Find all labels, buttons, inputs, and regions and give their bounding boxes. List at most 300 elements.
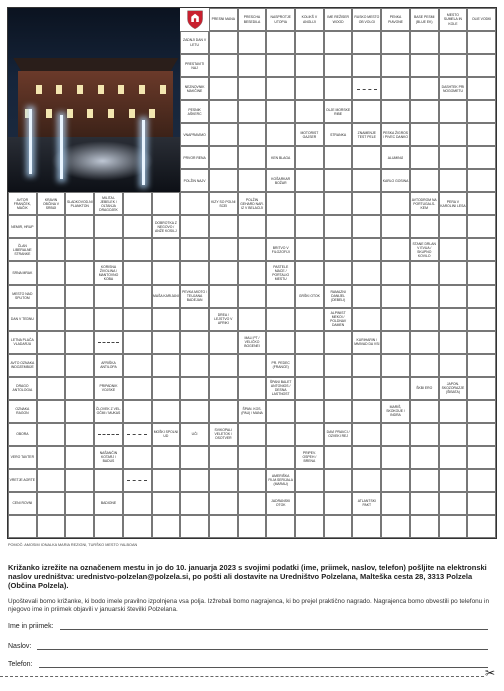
answer-cell[interactable] <box>467 400 496 423</box>
answer-cell[interactable] <box>209 31 238 54</box>
answer-cell[interactable] <box>37 492 66 515</box>
answer-cell[interactable] <box>410 31 439 54</box>
answer-cell[interactable] <box>152 192 181 215</box>
answer-cell[interactable] <box>410 123 439 146</box>
answer-cell[interactable] <box>123 331 152 354</box>
answer-cell[interactable] <box>65 469 94 492</box>
answer-cell[interactable] <box>180 446 209 469</box>
name-field-row[interactable] <box>8 623 488 630</box>
answer-cell[interactable] <box>238 169 267 192</box>
answer-cell[interactable] <box>180 238 209 261</box>
answer-cell[interactable] <box>381 515 410 538</box>
answer-cell[interactable] <box>37 400 66 423</box>
answer-cell[interactable] <box>238 446 267 469</box>
answer-cell[interactable] <box>209 285 238 308</box>
answer-cell[interactable] <box>410 354 439 377</box>
answer-cell[interactable] <box>352 100 381 123</box>
answer-cell[interactable] <box>467 146 496 169</box>
answer-cell[interactable] <box>352 400 381 423</box>
answer-cell[interactable] <box>266 285 295 308</box>
answer-cell[interactable] <box>266 400 295 423</box>
answer-cell[interactable] <box>352 354 381 377</box>
answer-cell[interactable] <box>295 31 324 54</box>
answer-cell[interactable] <box>410 54 439 77</box>
name-input-line[interactable] <box>60 623 488 630</box>
answer-cell[interactable] <box>381 238 410 261</box>
answer-cell[interactable] <box>152 308 181 331</box>
clue-cell: ALUMINIJ <box>381 146 410 169</box>
answer-cell[interactable] <box>65 423 94 446</box>
answer-cell[interactable] <box>295 308 324 331</box>
answer-cell[interactable] <box>238 77 267 100</box>
answer-cell[interactable] <box>238 377 267 400</box>
clue-cell: DAVI PRAVCI / OZVEKI REJ <box>324 423 353 446</box>
answer-cell[interactable] <box>295 215 324 238</box>
answer-cell[interactable] <box>295 146 324 169</box>
answer-cell[interactable] <box>352 238 381 261</box>
answer-cell[interactable] <box>65 515 94 538</box>
column-clue: NASPROTJE UTOPIA <box>266 8 295 31</box>
answer-cell[interactable] <box>467 308 496 331</box>
answer-cell[interactable] <box>123 377 152 400</box>
answer-cell[interactable] <box>381 423 410 446</box>
answer-cell[interactable] <box>295 192 324 215</box>
answer-cell[interactable] <box>152 238 181 261</box>
clue-cell: JADRANSKI OTOK <box>266 492 295 515</box>
answer-cell[interactable] <box>209 169 238 192</box>
answer-cell[interactable] <box>152 469 181 492</box>
answer-cell[interactable] <box>209 377 238 400</box>
clue-cell: ŠKBI ERO <box>410 377 439 400</box>
answer-cell[interactable] <box>123 492 152 515</box>
answer-cell[interactable] <box>295 469 324 492</box>
answer-cell[interactable] <box>467 54 496 77</box>
answer-cell[interactable] <box>209 446 238 469</box>
answer-cell[interactable] <box>467 469 496 492</box>
clue-cell: ATLANTSKI PAKT <box>352 492 381 515</box>
answer-cell[interactable] <box>152 261 181 284</box>
window-light <box>118 85 124 94</box>
clue-cell: NEZNOVNIK MAKČINE <box>180 77 209 100</box>
answer-cell[interactable] <box>410 423 439 446</box>
address-field-row[interactable] <box>8 643 488 650</box>
answer-cell[interactable] <box>381 215 410 238</box>
column-clue: PRESCHA BESEDILA <box>238 8 267 31</box>
answer-cell[interactable] <box>324 215 353 238</box>
answer-cell[interactable] <box>37 308 66 331</box>
answer-cell[interactable] <box>94 469 123 492</box>
answer-cell[interactable] <box>439 100 468 123</box>
answer-cell[interactable] <box>238 261 267 284</box>
answer-cell[interactable] <box>209 238 238 261</box>
answer-cell[interactable] <box>324 354 353 377</box>
answer-cell[interactable] <box>180 331 209 354</box>
answer-cell[interactable] <box>324 238 353 261</box>
answer-cell[interactable] <box>37 238 66 261</box>
answer-cell[interactable] <box>467 215 496 238</box>
answer-cell[interactable] <box>439 331 468 354</box>
answer-cell[interactable] <box>238 100 267 123</box>
answer-cell[interactable] <box>37 515 66 538</box>
answer-cell[interactable] <box>410 308 439 331</box>
answer-cell[interactable] <box>238 54 267 77</box>
answer-cell[interactable] <box>238 354 267 377</box>
answer-cell[interactable] <box>65 308 94 331</box>
answer-cell[interactable] <box>37 377 66 400</box>
answer-cell[interactable] <box>439 238 468 261</box>
answer-cell[interactable] <box>180 354 209 377</box>
answer-cell[interactable] <box>467 31 496 54</box>
answer-cell[interactable] <box>439 54 468 77</box>
answer-cell[interactable] <box>324 515 353 538</box>
answer-cell[interactable] <box>123 238 152 261</box>
answer-cell[interactable] <box>209 54 238 77</box>
clue-cell: OLJE MORSKE RIBE <box>324 100 353 123</box>
answer-cell[interactable] <box>467 354 496 377</box>
answer-cell[interactable] <box>180 492 209 515</box>
answer-cell[interactable] <box>152 400 181 423</box>
answer-cell[interactable] <box>266 515 295 538</box>
answer-cell[interactable] <box>410 77 439 100</box>
answer-cell[interactable] <box>439 423 468 446</box>
answer-cell[interactable] <box>381 77 410 100</box>
answer-cell[interactable] <box>439 492 468 515</box>
answer-cell[interactable] <box>324 446 353 469</box>
answer-cell[interactable] <box>238 31 267 54</box>
window-light <box>160 85 166 94</box>
answer-cell[interactable] <box>467 100 496 123</box>
answer-cell[interactable] <box>123 446 152 469</box>
answer-cell[interactable] <box>381 492 410 515</box>
answer-cell[interactable] <box>209 146 238 169</box>
answer-cell[interactable] <box>123 261 152 284</box>
column-clue: BASE PESMI (BLUE EK) <box>410 8 439 31</box>
answer-cell[interactable] <box>238 285 267 308</box>
answer-cell[interactable] <box>65 238 94 261</box>
answer-cell[interactable] <box>295 331 324 354</box>
answer-cell[interactable] <box>238 515 267 538</box>
answer-cell[interactable] <box>381 54 410 77</box>
answer-cell[interactable] <box>180 469 209 492</box>
answer-cell[interactable] <box>180 215 209 238</box>
answer-cell[interactable] <box>324 54 353 77</box>
answer-cell[interactable] <box>37 331 66 354</box>
answer-cell[interactable] <box>352 377 381 400</box>
answer-cell[interactable] <box>266 215 295 238</box>
answer-cell[interactable] <box>352 192 381 215</box>
answer-cell[interactable] <box>65 285 94 308</box>
answer-cell[interactable] <box>123 192 152 215</box>
answer-cell[interactable] <box>324 469 353 492</box>
answer-cell[interactable] <box>381 377 410 400</box>
answer-cell[interactable] <box>324 77 353 100</box>
clue-cell: PEVKA MIOTO / TEUJANA BADEJAN <box>180 285 209 308</box>
answer-cell[interactable] <box>381 354 410 377</box>
answer-cell[interactable] <box>65 446 94 469</box>
clue-cell: KURIHARIN / MMIVAD DA VSI <box>352 331 381 354</box>
answer-cell[interactable] <box>94 285 123 308</box>
answer-cell[interactable] <box>352 169 381 192</box>
answer-cell[interactable] <box>94 238 123 261</box>
answer-cell[interactable] <box>439 354 468 377</box>
answer-cell[interactable] <box>352 54 381 77</box>
column-clue: PRESNI MANA <box>209 8 238 31</box>
clue-cell: AFRIŠKA ANTILOPA <box>94 354 123 377</box>
answer-cell[interactable] <box>65 215 94 238</box>
window-light <box>149 109 155 118</box>
answer-cell[interactable] <box>352 261 381 284</box>
answer-cell[interactable] <box>381 192 410 215</box>
answer-cell[interactable] <box>37 469 66 492</box>
answer-cell[interactable] <box>266 446 295 469</box>
answer-cell[interactable] <box>381 261 410 284</box>
answer-cell[interactable] <box>180 377 209 400</box>
answer-cell[interactable] <box>209 515 238 538</box>
clue-cell: MOTORIST GAJSER <box>295 123 324 146</box>
answer-cell[interactable] <box>439 169 468 192</box>
answer-cell[interactable] <box>180 515 209 538</box>
answer-cell[interactable] <box>37 354 66 377</box>
answer-cell[interactable] <box>381 285 410 308</box>
phone-input-line[interactable] <box>39 661 488 668</box>
answer-cell[interactable] <box>467 331 496 354</box>
answer-cell[interactable] <box>381 31 410 54</box>
answer-cell[interactable] <box>152 515 181 538</box>
answer-cell[interactable] <box>381 308 410 331</box>
answer-cell[interactable] <box>238 469 267 492</box>
answer-cell[interactable] <box>94 215 123 238</box>
answer-cell[interactable] <box>180 192 209 215</box>
answer-cell[interactable] <box>209 100 238 123</box>
answer-cell[interactable] <box>266 77 295 100</box>
clue-cell: NAŠANČIN KOTARJ / BADUS <box>94 446 123 469</box>
answer-cell[interactable] <box>37 446 66 469</box>
answer-cell[interactable] <box>37 285 66 308</box>
answer-cell[interactable] <box>324 261 353 284</box>
answer-cell[interactable] <box>352 285 381 308</box>
answer-cell[interactable] <box>8 515 37 538</box>
answer-cell[interactable] <box>324 192 353 215</box>
answer-cell[interactable] <box>410 100 439 123</box>
answer-cell[interactable] <box>439 515 468 538</box>
clue-cell: GRŠKI OTOK <box>295 285 324 308</box>
answer-cell[interactable] <box>381 331 410 354</box>
answer-cell[interactable] <box>467 123 496 146</box>
answer-cell[interactable] <box>37 215 66 238</box>
answer-cell[interactable] <box>123 285 152 308</box>
answer-cell[interactable] <box>37 423 66 446</box>
answer-cell[interactable] <box>295 515 324 538</box>
clue-cell: SVIKOPALI VELETOK / OSOTVER <box>209 423 238 446</box>
answer-cell[interactable] <box>123 515 152 538</box>
answer-cell[interactable] <box>439 469 468 492</box>
answer-cell[interactable] <box>266 331 295 354</box>
answer-cell[interactable] <box>295 100 324 123</box>
answer-cell[interactable] <box>467 77 496 100</box>
answer-cell[interactable] <box>152 331 181 354</box>
clue-cell: NEMIR, HRUP <box>8 215 37 238</box>
answer-cell[interactable] <box>410 446 439 469</box>
answer-cell[interactable] <box>123 400 152 423</box>
dashed-separator <box>357 89 377 90</box>
answer-cell[interactable] <box>381 100 410 123</box>
clue-cell: JAPON. SKOZORAZJE (ŠIBATA) <box>439 377 468 400</box>
answer-cell[interactable] <box>295 77 324 100</box>
answer-cell[interactable] <box>352 446 381 469</box>
submission-instructions: Križanko izrežite na označenem mestu in jo do 10. januarja 2023 s svojimi podatki (ime, priimek, naslov, telefon) pošljite na elektronski naslov uredništva: urednistvo-polzelan@polzela.si, po pošti ali dostavite na Uredništvo Polzelana, Malteška cesta 28, 3313 Polzela (Občina Polzela). <box>8 563 487 591</box>
answer-cell[interactable] <box>439 123 468 146</box>
answer-cell[interactable] <box>209 400 238 423</box>
answer-cell[interactable] <box>352 31 381 54</box>
answer-cell[interactable] <box>439 146 468 169</box>
answer-cell[interactable] <box>324 331 353 354</box>
answer-cell[interactable] <box>65 400 94 423</box>
phone-field-row[interactable] <box>8 661 488 668</box>
answer-cell[interactable] <box>295 238 324 261</box>
answer-cell[interactable] <box>439 215 468 238</box>
answer-cell[interactable] <box>238 423 267 446</box>
answer-cell[interactable] <box>467 169 496 192</box>
answer-cell[interactable] <box>123 215 152 238</box>
answer-cell[interactable] <box>410 169 439 192</box>
answer-cell[interactable] <box>295 400 324 423</box>
answer-cell[interactable] <box>439 446 468 469</box>
scissors-icon: ✂ <box>485 666 496 680</box>
cut-line <box>0 676 484 677</box>
answer-cell[interactable] <box>266 31 295 54</box>
clue-cell: ZNAMENJE TEST PELE <box>352 123 381 146</box>
answer-cell[interactable] <box>439 285 468 308</box>
answer-cell[interactable] <box>352 308 381 331</box>
clue-cell: DRAGO ANTOLOGIA <box>8 377 37 400</box>
answer-cell[interactable] <box>266 100 295 123</box>
answer-cell[interactable] <box>37 261 66 284</box>
answer-cell[interactable] <box>238 492 267 515</box>
answer-cell[interactable] <box>467 377 496 400</box>
answer-cell[interactable] <box>324 377 353 400</box>
answer-cell[interactable] <box>65 377 94 400</box>
answer-cell[interactable] <box>439 261 468 284</box>
answer-cell[interactable] <box>410 215 439 238</box>
answer-cell[interactable] <box>65 354 94 377</box>
answer-cell[interactable] <box>152 446 181 469</box>
clue-cell: KRAVIN OBČINA V SRBIJI <box>37 192 66 215</box>
answer-cell[interactable] <box>439 308 468 331</box>
answer-cell[interactable] <box>352 215 381 238</box>
answer-cell[interactable] <box>467 261 496 284</box>
answer-cell[interactable] <box>410 285 439 308</box>
answer-cell[interactable] <box>324 169 353 192</box>
answer-cell[interactable] <box>65 492 94 515</box>
answer-cell[interactable] <box>467 285 496 308</box>
answer-cell[interactable] <box>295 54 324 77</box>
answer-cell[interactable] <box>152 377 181 400</box>
answer-cell[interactable] <box>410 469 439 492</box>
answer-cell[interactable] <box>295 261 324 284</box>
answer-cell[interactable] <box>94 515 123 538</box>
answer-cell[interactable] <box>209 77 238 100</box>
answer-cell[interactable] <box>209 261 238 284</box>
answer-cell[interactable] <box>295 169 324 192</box>
answer-cell[interactable] <box>410 261 439 284</box>
answer-cell[interactable] <box>266 308 295 331</box>
answer-cell[interactable] <box>209 331 238 354</box>
answer-cell[interactable] <box>266 123 295 146</box>
answer-cell[interactable] <box>209 354 238 377</box>
answer-cell[interactable] <box>209 469 238 492</box>
answer-cell[interactable] <box>65 261 94 284</box>
answer-cell[interactable] <box>410 146 439 169</box>
answer-cell[interactable] <box>238 123 267 146</box>
answer-cell[interactable] <box>381 469 410 492</box>
answer-cell[interactable] <box>410 515 439 538</box>
answer-cell[interactable] <box>381 446 410 469</box>
answer-cell[interactable] <box>324 31 353 54</box>
answer-cell[interactable] <box>238 308 267 331</box>
answer-cell[interactable] <box>467 238 496 261</box>
clue-cell: SLADKOVOD-NI PLANKTON <box>65 192 94 215</box>
answer-cell[interactable] <box>467 492 496 515</box>
answer-cell[interactable] <box>180 400 209 423</box>
clue-cell: DAN V TEDNU <box>8 308 37 331</box>
answer-cell[interactable] <box>152 492 181 515</box>
answer-cell[interactable] <box>439 31 468 54</box>
dashed-separator <box>98 434 118 435</box>
answer-cell[interactable] <box>352 515 381 538</box>
answer-cell[interactable] <box>410 400 439 423</box>
answer-cell[interactable] <box>352 423 381 446</box>
answer-cell[interactable] <box>152 354 181 377</box>
answer-cell[interactable] <box>324 146 353 169</box>
answer-cell[interactable] <box>94 308 123 331</box>
answer-cell[interactable] <box>410 331 439 354</box>
answer-cell[interactable] <box>266 54 295 77</box>
answer-cell[interactable] <box>238 215 267 238</box>
answer-cell[interactable] <box>439 400 468 423</box>
clue-cell: VERO TAVTER <box>8 446 37 469</box>
answer-cell[interactable] <box>209 123 238 146</box>
answer-cell[interactable] <box>295 492 324 515</box>
answer-cell[interactable] <box>238 238 267 261</box>
answer-cell[interactable] <box>410 492 439 515</box>
window-light <box>36 85 42 94</box>
answer-cell[interactable] <box>180 308 209 331</box>
answer-cell[interactable] <box>467 423 496 446</box>
answer-cell[interactable] <box>65 331 94 354</box>
answer-cell[interactable] <box>352 146 381 169</box>
address-input-line[interactable] <box>37 643 488 650</box>
answer-cell[interactable] <box>123 354 152 377</box>
answer-cell[interactable] <box>467 192 496 215</box>
answer-cell[interactable] <box>324 400 353 423</box>
answer-cell[interactable] <box>467 446 496 469</box>
answer-cell[interactable] <box>123 308 152 331</box>
answer-cell[interactable] <box>180 261 209 284</box>
answer-cell[interactable] <box>209 215 238 238</box>
answer-cell[interactable] <box>324 492 353 515</box>
clue-cell: LETNA PLAČA VLADARJU <box>8 331 37 354</box>
answer-cell[interactable] <box>352 469 381 492</box>
answer-cell[interactable] <box>295 423 324 446</box>
answer-cell[interactable] <box>266 192 295 215</box>
answer-cell[interactable] <box>295 377 324 400</box>
answer-cell[interactable] <box>238 146 267 169</box>
answer-cell[interactable] <box>266 423 295 446</box>
answer-cell[interactable] <box>209 492 238 515</box>
answer-cell[interactable] <box>295 354 324 377</box>
answer-cell[interactable] <box>467 515 496 538</box>
clue-cell: PRESTAVITI NAJ <box>180 54 209 77</box>
